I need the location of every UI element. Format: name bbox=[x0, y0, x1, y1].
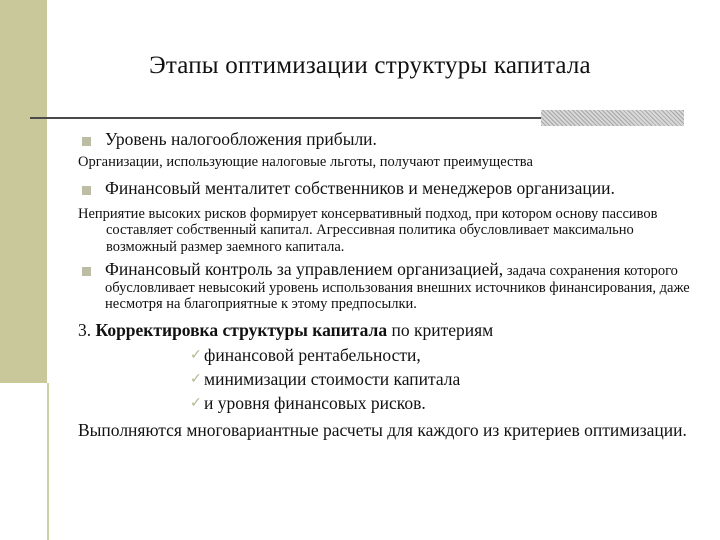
bullet-financial-control bbox=[78, 260, 708, 313]
bullet-continuation: задача сохранения которого обусловливает невысокий уровень использования внешних источников финансирования, даже несмотря на благоприятные к этому предпосылки. bbox=[105, 263, 690, 312]
title-divider bbox=[30, 117, 542, 119]
square-bullet-icon bbox=[82, 267, 91, 276]
paragraph-tax-benefits: Организации, использующие налоговые льготы, получают преимущества bbox=[78, 154, 533, 170]
bullet-text: Финансовый контроль за управлением организацией, bbox=[105, 259, 504, 279]
slide-title: Этапы оптимизации структуры капитала bbox=[149, 52, 591, 79]
left-decorative-line bbox=[47, 383, 49, 540]
criteria-text: финансовой рентабельности, bbox=[204, 344, 421, 365]
criteria-text: и уровня финансовых рисков. bbox=[204, 392, 426, 413]
checkmark-icon: ✓ bbox=[190, 394, 202, 411]
bullet-text: Уровень налогообложения прибыли. bbox=[105, 129, 377, 149]
criteria-item-risk bbox=[78, 394, 708, 413]
criteria-item-cost bbox=[78, 370, 708, 389]
bullet-financial-mentality bbox=[78, 179, 708, 198]
bullet-tax-level bbox=[78, 130, 708, 149]
paragraph-risk-policy: Неприятие высоких рисков формирует консервативный подход, при котором основу пассивов составляет собственный капитал. Агрессивная политика обусловливает максимально возможный размер заемного капитала. bbox=[78, 205, 658, 255]
bullet-text: Финансовый менталитет собственников и менеджеров организации. bbox=[105, 177, 615, 198]
criteria-item-profitability bbox=[78, 346, 708, 365]
criteria-text: минимизации стоимости капитала bbox=[204, 368, 461, 389]
checkmark-icon: ✓ bbox=[190, 370, 202, 387]
square-bullet-icon bbox=[82, 137, 91, 146]
paragraph-capital-adjustment bbox=[78, 321, 708, 340]
checkmark-icon: ✓ bbox=[190, 346, 202, 363]
step-number: 3. bbox=[78, 319, 92, 340]
square-bullet-icon bbox=[82, 186, 91, 195]
left-decorative-band bbox=[0, 0, 47, 383]
step-suffix: по критериям bbox=[391, 319, 494, 340]
slide-body bbox=[78, 124, 708, 440]
paragraph-calculations: Выполняются многовариантные расчеты для каждого из критериев оптимизации. bbox=[78, 419, 687, 440]
step-title: Корректировка структуры капитала bbox=[95, 319, 388, 340]
